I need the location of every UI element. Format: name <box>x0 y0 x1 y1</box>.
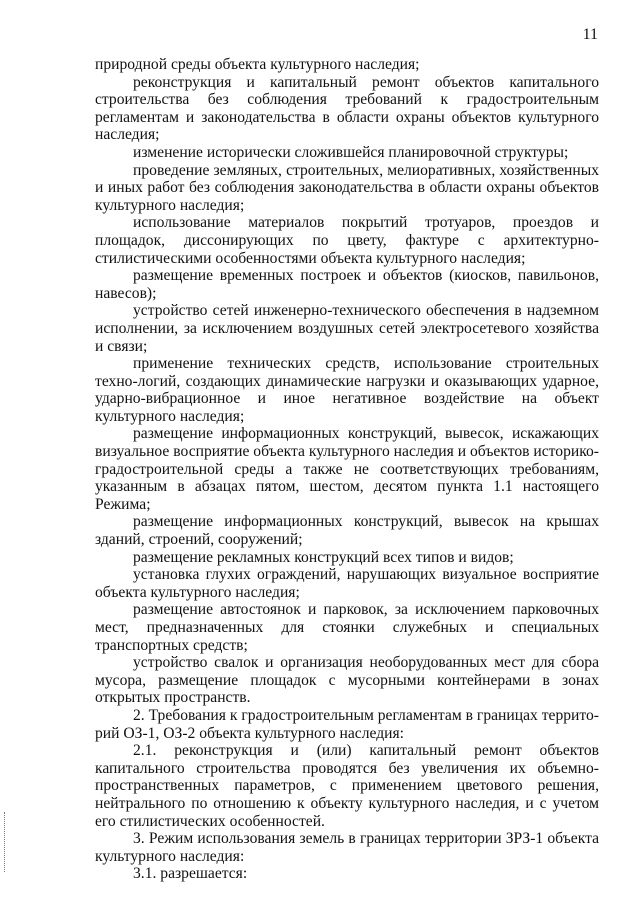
paragraph-8: применение технических средств, использование строительных техно-логий, создающих динамические нагрузки и оказывающих ударное, ударно-вибрационное и иное негативное воздействие на объект культурного наследия; <box>95 355 599 425</box>
paragraph-10: размещение информационных конструкций, вывесок на крышах зданий, строений, сооружений; <box>95 513 599 549</box>
scan-margin-mark <box>4 812 11 872</box>
paragraph-5: использование материалов покрытий тротуаров, проездов и площадок, диссонирующих по цвету, фактуре с архитектурно-стилистическими особенностями объекта культурного наследия; <box>95 214 599 267</box>
paragraph-14: устройство свалок и организация необорудованных мест для сбора мусора, размещение площадок с мусорными контейнерами в зонах открытых пространств. <box>95 654 599 707</box>
paragraph-3: изменение исторически сложившейся планировочной структуры; <box>133 143 569 161</box>
paragraph-6: размещение временных построек и объектов (киосков, павильонов, навесов); <box>95 267 599 302</box>
paragraph-12: установка глухих ограждений, нарушающих визуальное восприятие объекта культурного наследия; <box>95 566 599 601</box>
paragraph-1: природной среды объекта культурного наследия; <box>95 56 420 73</box>
paragraph-2: реконструкция и капитальный ремонт объектов капитального строительства без соблюдения требований к градостроительным регламентам и законодательства в области охраны объектов культурного наследия; <box>95 73 599 144</box>
paragraph-9: размещение информационных конструкций, вывесок, искажающих визуальное восприятие объекта культурного наследия и объектов историко-градостроительной среды а также не соответствующих требованиям, указанным в абзацах пятом, шестом, десятом пункта 1.1 настоящего Режима; <box>95 425 599 513</box>
paragraph-18: 3.1. разрешается: <box>133 865 248 883</box>
paragraph-11: размещение рекламных конструкций всех типов и видов; <box>133 548 514 566</box>
paragraph-17: 3. Режим использования земель в границах территории ЗРЗ-1 объекта культурного наследия: <box>95 830 599 865</box>
paragraph-15: 2. Требования к градостроительным регламентам в границах террито-рий ОЗ-1, ОЗ-2 объекта культурного наследия: <box>95 706 599 742</box>
paragraph-13: размещение автостоянок и парковок, за исключением парковочных мест, предназначенных для стоянки служебных и специальных транспортных средств; <box>95 601 599 654</box>
document-body <box>95 56 599 883</box>
paragraph-7: устройство сетей инженерно-технического обеспечения в надземном исполнении, за исключением воздушных сетей электросетевого хозяйства и связи; <box>95 302 599 355</box>
paragraph-16: 2.1. реконструкция и (или) капитальный ремонт объектов капитального строительства проводятся без увеличения их объемно-пространственных параметров, с применением цветового решения, нейтрального по отношению к объекту культурного наследия, и с учетом его стилистических особенностей. <box>95 742 599 830</box>
page-number: 11 <box>582 26 598 43</box>
paragraph-4: проведение земляных, строительных, мелиоративных, хозяйственных и иных работ без соблюдения законодательства в области охраны объектов культурного наследия; <box>95 161 599 214</box>
